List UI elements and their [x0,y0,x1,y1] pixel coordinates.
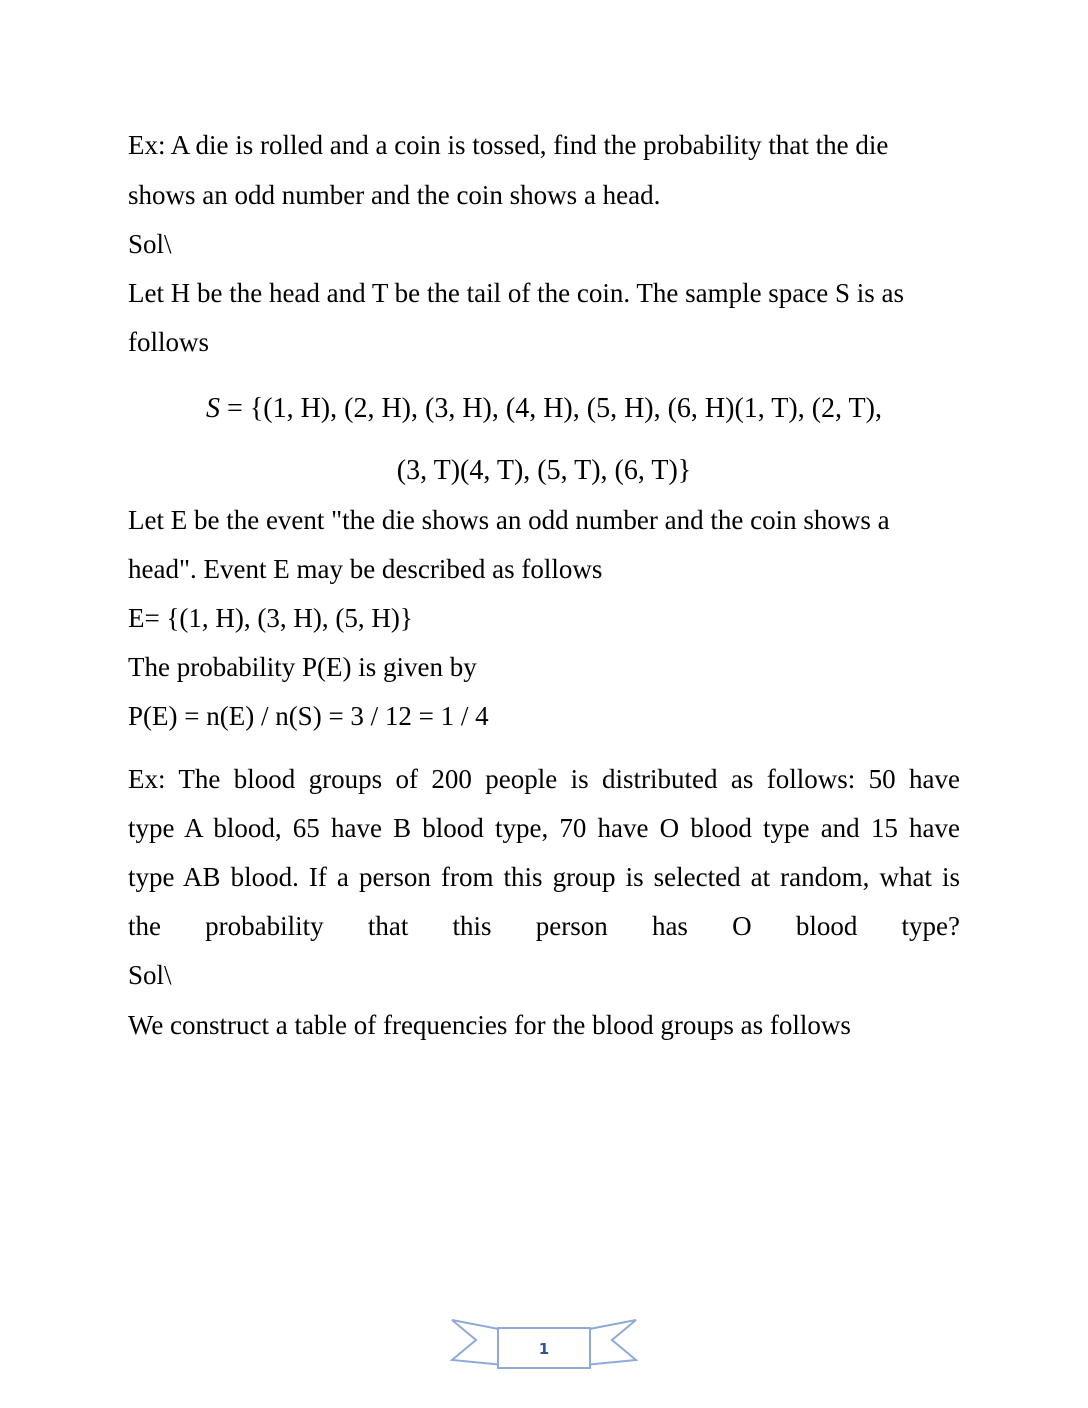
page-number: 1 [538,1340,550,1358]
example-1-question-line: Ex: A die is rolled and a coin is tossed, find the probability that the die [128,130,889,160]
sample-space-equation-line-1 [0,384,1088,433]
sample-space-equation-line-2: (3, T)(4, T), (5, T), (6, T)} [396,455,692,486]
example-2-question-line: type AB blood. If a person from this group is selected at random, what is [128,862,960,892]
example-1-intro-line: follows [128,327,209,357]
example-2-solution-line: We construct a table of frequencies for the blood groups as follows [128,1010,851,1040]
example-1-intro-line: Let H be the head and T be the tail of the coin. The sample space S is as [128,278,905,308]
event-line: head". Event E may be described as follows [128,554,603,584]
example-1-question-line: shows an odd number and the coin shows a head. [128,180,661,210]
sample-space-variable: S [206,393,221,424]
example-2-question-line: the probability that this person has O blood type? [128,911,960,941]
sample-space-elements: = {(1, H), (2, H), (3, H), (4, H), (5, H), (6, H)(1, T), (2, T), [220,393,882,424]
example-2-sol-label: Sol\ [128,960,172,990]
example-2-question-line: type A blood, 65 have B blood type, 70 have O blood type and 15 have [128,813,960,843]
example-1-sol-label: Sol\ [128,229,172,259]
probability-result: P(E) = n(E) / n(S) = 3 / 12 = 1 / 4 [128,701,489,731]
event-line: Let E be the event "the die shows an odd number and the coin shows a [128,505,890,535]
example-2-question-line: Ex: The blood groups of 200 people is distributed as follows: 50 have [128,764,960,794]
probability-intro: The probability P(E) is given by [128,652,477,682]
event-set: E= {(1, H), (3, H), (5, H)} [128,603,413,633]
